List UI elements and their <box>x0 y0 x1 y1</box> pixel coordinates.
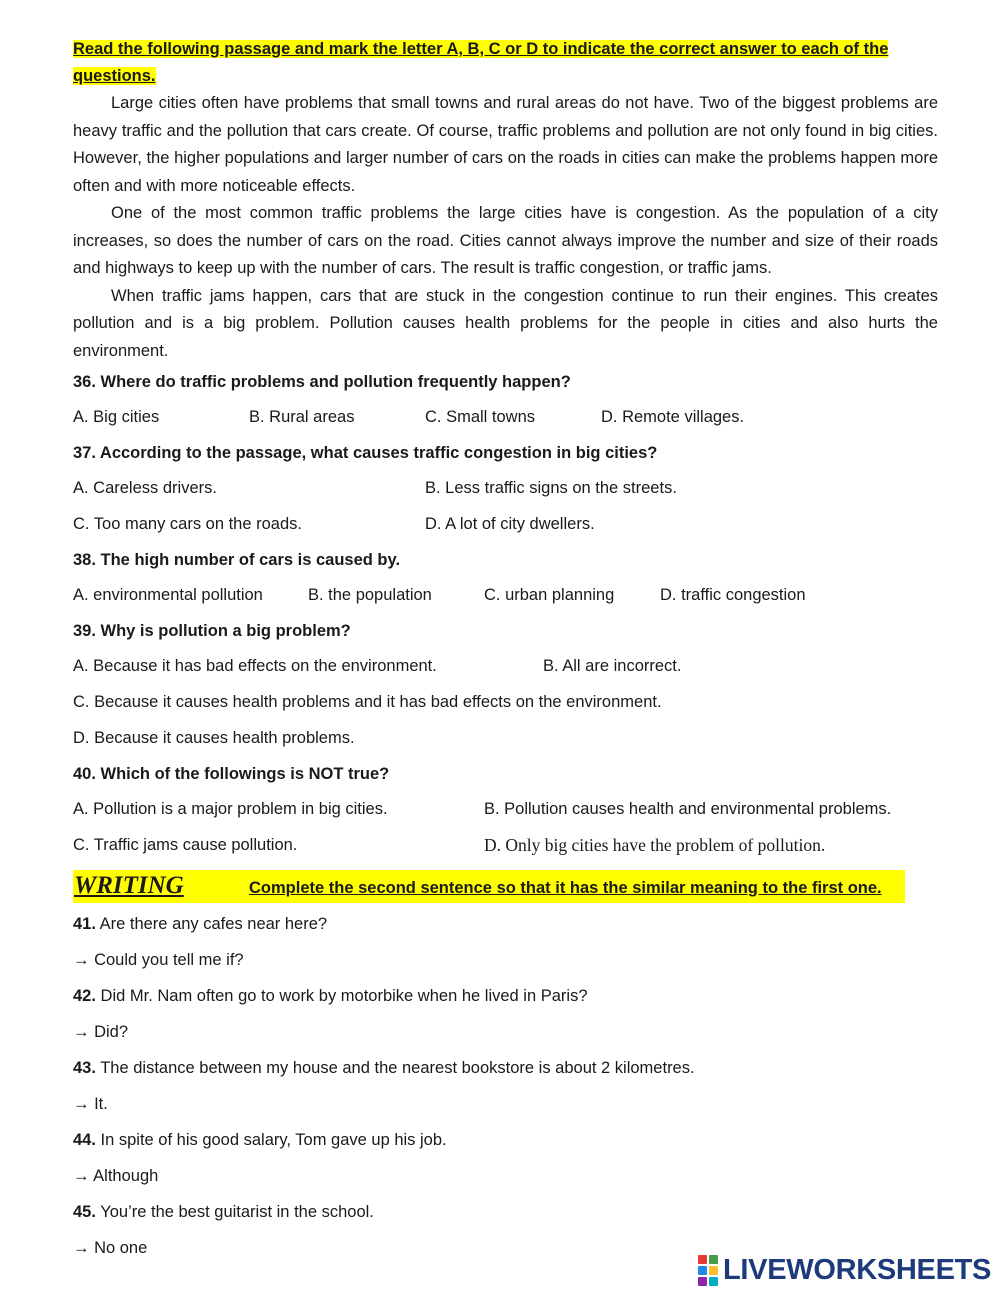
writing-item-45: 45. You’re the best guitarist in the school. <box>73 1203 374 1221</box>
logo-text: LIVEWORKSHEETS <box>723 1253 992 1286</box>
question-40-options-row-1 <box>73 792 938 828</box>
worksheet-page <box>73 36 938 1266</box>
q38-option-a[interactable]: A. environmental pollution <box>73 586 263 604</box>
q37-option-d[interactable]: D. A lot of city dwellers. <box>425 515 595 533</box>
writing-item-44: 44. In spite of his good salary, Tom gave up his job. <box>73 1131 447 1149</box>
q39-option-d[interactable]: D. Because it causes health problems. <box>73 729 355 747</box>
writing-instruction: Complete the second sentence so that it has the similar meaning to the first one. <box>249 879 882 897</box>
writing-answer-41[interactable]: → Could you tell me if? <box>73 951 244 969</box>
question-39-options-row-1 <box>73 649 938 685</box>
q40-option-d[interactable]: D. Only big cities have the problem of pollution. <box>484 835 826 855</box>
question-36: 36. Where do traffic problems and pollution frequently happen? <box>73 373 571 391</box>
writing-answer-45[interactable]: → No one <box>73 1239 148 1257</box>
q36-option-c[interactable]: C. Small towns <box>425 408 536 426</box>
question-37-options-row-1 <box>73 471 938 507</box>
question-36-options <box>73 400 938 436</box>
writing-title: WRITING <box>74 872 184 899</box>
q40-option-a[interactable]: A. Pollution is a major problem in big cities. <box>73 800 388 818</box>
q40-option-b[interactable]: B. Pollution causes health and environmental problems. <box>484 800 892 818</box>
q37-option-a[interactable]: A. Careless drivers. <box>73 479 217 497</box>
q40-option-c[interactable]: C. Traffic jams cause pollution. <box>73 836 298 854</box>
writing-item-43: 43. The distance between my house and the nearest bookstore is about 2 kilometres. <box>73 1059 695 1077</box>
question-40-options-row-2 <box>73 828 938 864</box>
reading-instruction: Read the following passage and mark the letter A, B, C or D to indicate the correct answer to each of the questions. <box>73 40 889 85</box>
liveworksheets-logo <box>698 1255 991 1285</box>
writing-header <box>73 870 905 903</box>
q36-option-b[interactable]: B. Rural areas <box>249 408 355 426</box>
q39-option-b[interactable]: B. All are incorrect. <box>543 657 682 675</box>
question-39: 39. Why is pollution a big problem? <box>73 622 351 640</box>
question-39-options-row-3 <box>73 721 938 757</box>
passage-paragraph-2: One of the most common traffic problems the large cities have is congestion. As the population of a city increases, so does the number of cars on the road. Cities cannot always improve the number and size of their roads and highways to keep up with the number of cars. The result is traffic congestion, or traffic jams. <box>73 204 938 277</box>
q38-option-c[interactable]: C. urban planning <box>484 586 615 604</box>
passage-paragraph-1: Large cities often have problems that small towns and rural areas do not have. Two of the biggest problems are heavy traffic and the pollution that cars create. Of course, traffic problems and pollution are not only found in big cities. However, the higher populations and larger number of cars on the roads in cities can make the problems happen more often and with more noticeable effects. <box>73 94 938 195</box>
q36-option-a[interactable]: A. Big cities <box>73 408 160 426</box>
question-37-options-row-2 <box>73 507 938 543</box>
writing-item-41: 41. Are there any cafes near here? <box>73 915 328 933</box>
writing-answer-42[interactable]: → Did? <box>73 1023 129 1041</box>
writing-item-42: 42. Did Mr. Nam often go to work by motorbike when he lived in Paris? <box>73 987 588 1005</box>
question-40: 40. Which of the followings is NOT true? <box>73 765 390 783</box>
q37-option-b[interactable]: B. Less traffic signs on the streets. <box>425 479 677 497</box>
question-38: 38. The high number of cars is caused by. <box>73 551 401 569</box>
writing-answer-44[interactable]: → Although <box>73 1167 159 1185</box>
writing-answer-43[interactable]: → It. <box>73 1095 108 1113</box>
q38-option-b[interactable]: B. the population <box>308 586 432 604</box>
passage-paragraph-3: When traffic jams happen, cars that are stuck in the congestion continue to run their engines. This creates pollution and is a big problem. Pollution causes health problems for the people in cities and also hurts the environment. <box>73 286 938 360</box>
q37-option-c[interactable]: C. Too many cars on the roads. <box>73 515 302 533</box>
logo-blocks-icon <box>698 1255 718 1286</box>
question-38-options <box>73 578 938 614</box>
q36-option-d[interactable]: D. Remote villages. <box>601 408 745 426</box>
q38-option-d[interactable]: D. traffic congestion <box>660 586 806 604</box>
question-37: 37. According to the passage, what causes traffic congestion in big cities? <box>73 444 658 462</box>
writing-items <box>73 906 938 1266</box>
question-39-options-row-2 <box>73 685 938 721</box>
q39-option-a[interactable]: A. Because it has bad effects on the environment. <box>73 657 437 675</box>
q39-option-c[interactable]: C. Because it causes health problems and it has bad effects on the environment. <box>73 693 662 711</box>
